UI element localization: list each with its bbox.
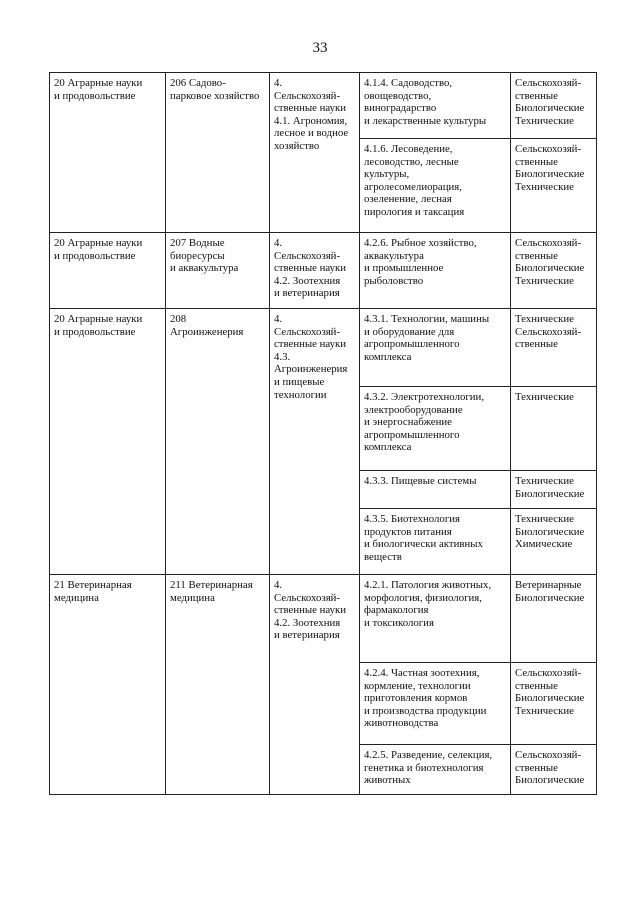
- branches-cell: Сельскохозяй- ственные Биологические: [511, 745, 597, 795]
- specialty-cell: 4.2.1. Патология животных, морфология, физиология, фармакология и токсикология: [360, 575, 511, 663]
- specialty-cell: 4.3.3. Пищевые системы: [360, 471, 511, 509]
- table-row: [50, 575, 597, 663]
- group-cell: 4. Сельскохозяй- ственные науки 4.1. Агрономия, лесное и водное хозяйство: [270, 73, 360, 233]
- branches-cell: Ветеринарные Биологические: [511, 575, 597, 663]
- specialties-table: [49, 72, 597, 795]
- specialty-cell: 4.2.5. Разведение, селекция, генетика и биотехнология животных: [360, 745, 511, 795]
- branches-cell: Сельскохозяй- ственные Биологические Технические: [511, 139, 597, 233]
- group-cell: 4. Сельскохозяй- ственные науки 4.2. Зоотехния и ветеринария: [270, 233, 360, 309]
- group-cell: 4. Сельскохозяй- ственные науки 4.3. Агроинженерия и пищевые технологии: [270, 309, 360, 575]
- page-number: 33: [312, 40, 328, 56]
- specialty-cell: 4.3.5. Биотехнология продуктов питания и биологически активных веществ: [360, 509, 511, 575]
- table-row: [50, 233, 597, 309]
- specialty-cell: 4.2.4. Частная зоотехния, кормление, технологии приготовления кормов и производства продукции животноводства: [360, 663, 511, 745]
- area-cell: 20 Аграрные науки и продовольствие: [50, 233, 166, 309]
- area-cell: 20 Аграрные науки и продовольствие: [50, 309, 166, 575]
- branches-cell: Сельскохозяй- ственные Биологические Технические: [511, 73, 597, 139]
- branches-cell: Технические Биологические Химические: [511, 509, 597, 575]
- branches-cell: Сельскохозяй- ственные Биологические Технические: [511, 663, 597, 745]
- branches-cell: Технические: [511, 387, 597, 471]
- table-row: [50, 309, 597, 387]
- specialty-cell: 4.3.2. Электротехнологии, электрооборудование и энергоснабжение агропромышленного комплекса: [360, 387, 511, 471]
- direction-cell: 208 Агроинженерия: [166, 309, 270, 575]
- specialty-cell: 4.2.6. Рыбное хозяйство, аквакультура и промышленное рыболовство: [360, 233, 511, 309]
- direction-cell: 207 Водные биоресурсы и аквакультура: [166, 233, 270, 309]
- area-cell: 21 Ветеринарная медицина: [50, 575, 166, 795]
- branches-cell: Технические Биологические: [511, 471, 597, 509]
- specialty-cell: 4.1.4. Садоводство, овощеводство, виноградарство и лекарственные культуры: [360, 73, 511, 139]
- specialty-cell: 4.3.1. Технологии, машины и оборудование для агропромышленного комплекса: [360, 309, 511, 387]
- group-cell: 4. Сельскохозяй- ственные науки 4.2. Зоотехния и ветеринария: [270, 575, 360, 795]
- branches-cell: Сельскохозяй- ственные Биологические Технические: [511, 233, 597, 309]
- specialty-cell: 4.1.6. Лесоведение, лесоводство, лесные культуры, агролесомелиорация, озеленение, лесная пирология и таксация: [360, 139, 511, 233]
- area-cell: 20 Аграрные науки и продовольствие: [50, 73, 166, 233]
- direction-cell: 206 Садово- парковое хозяйство: [166, 73, 270, 233]
- branches-cell: Технические Сельскохозяй- ственные: [511, 309, 597, 387]
- direction-cell: 211 Ветеринарная медицина: [166, 575, 270, 795]
- table-row: [50, 73, 597, 139]
